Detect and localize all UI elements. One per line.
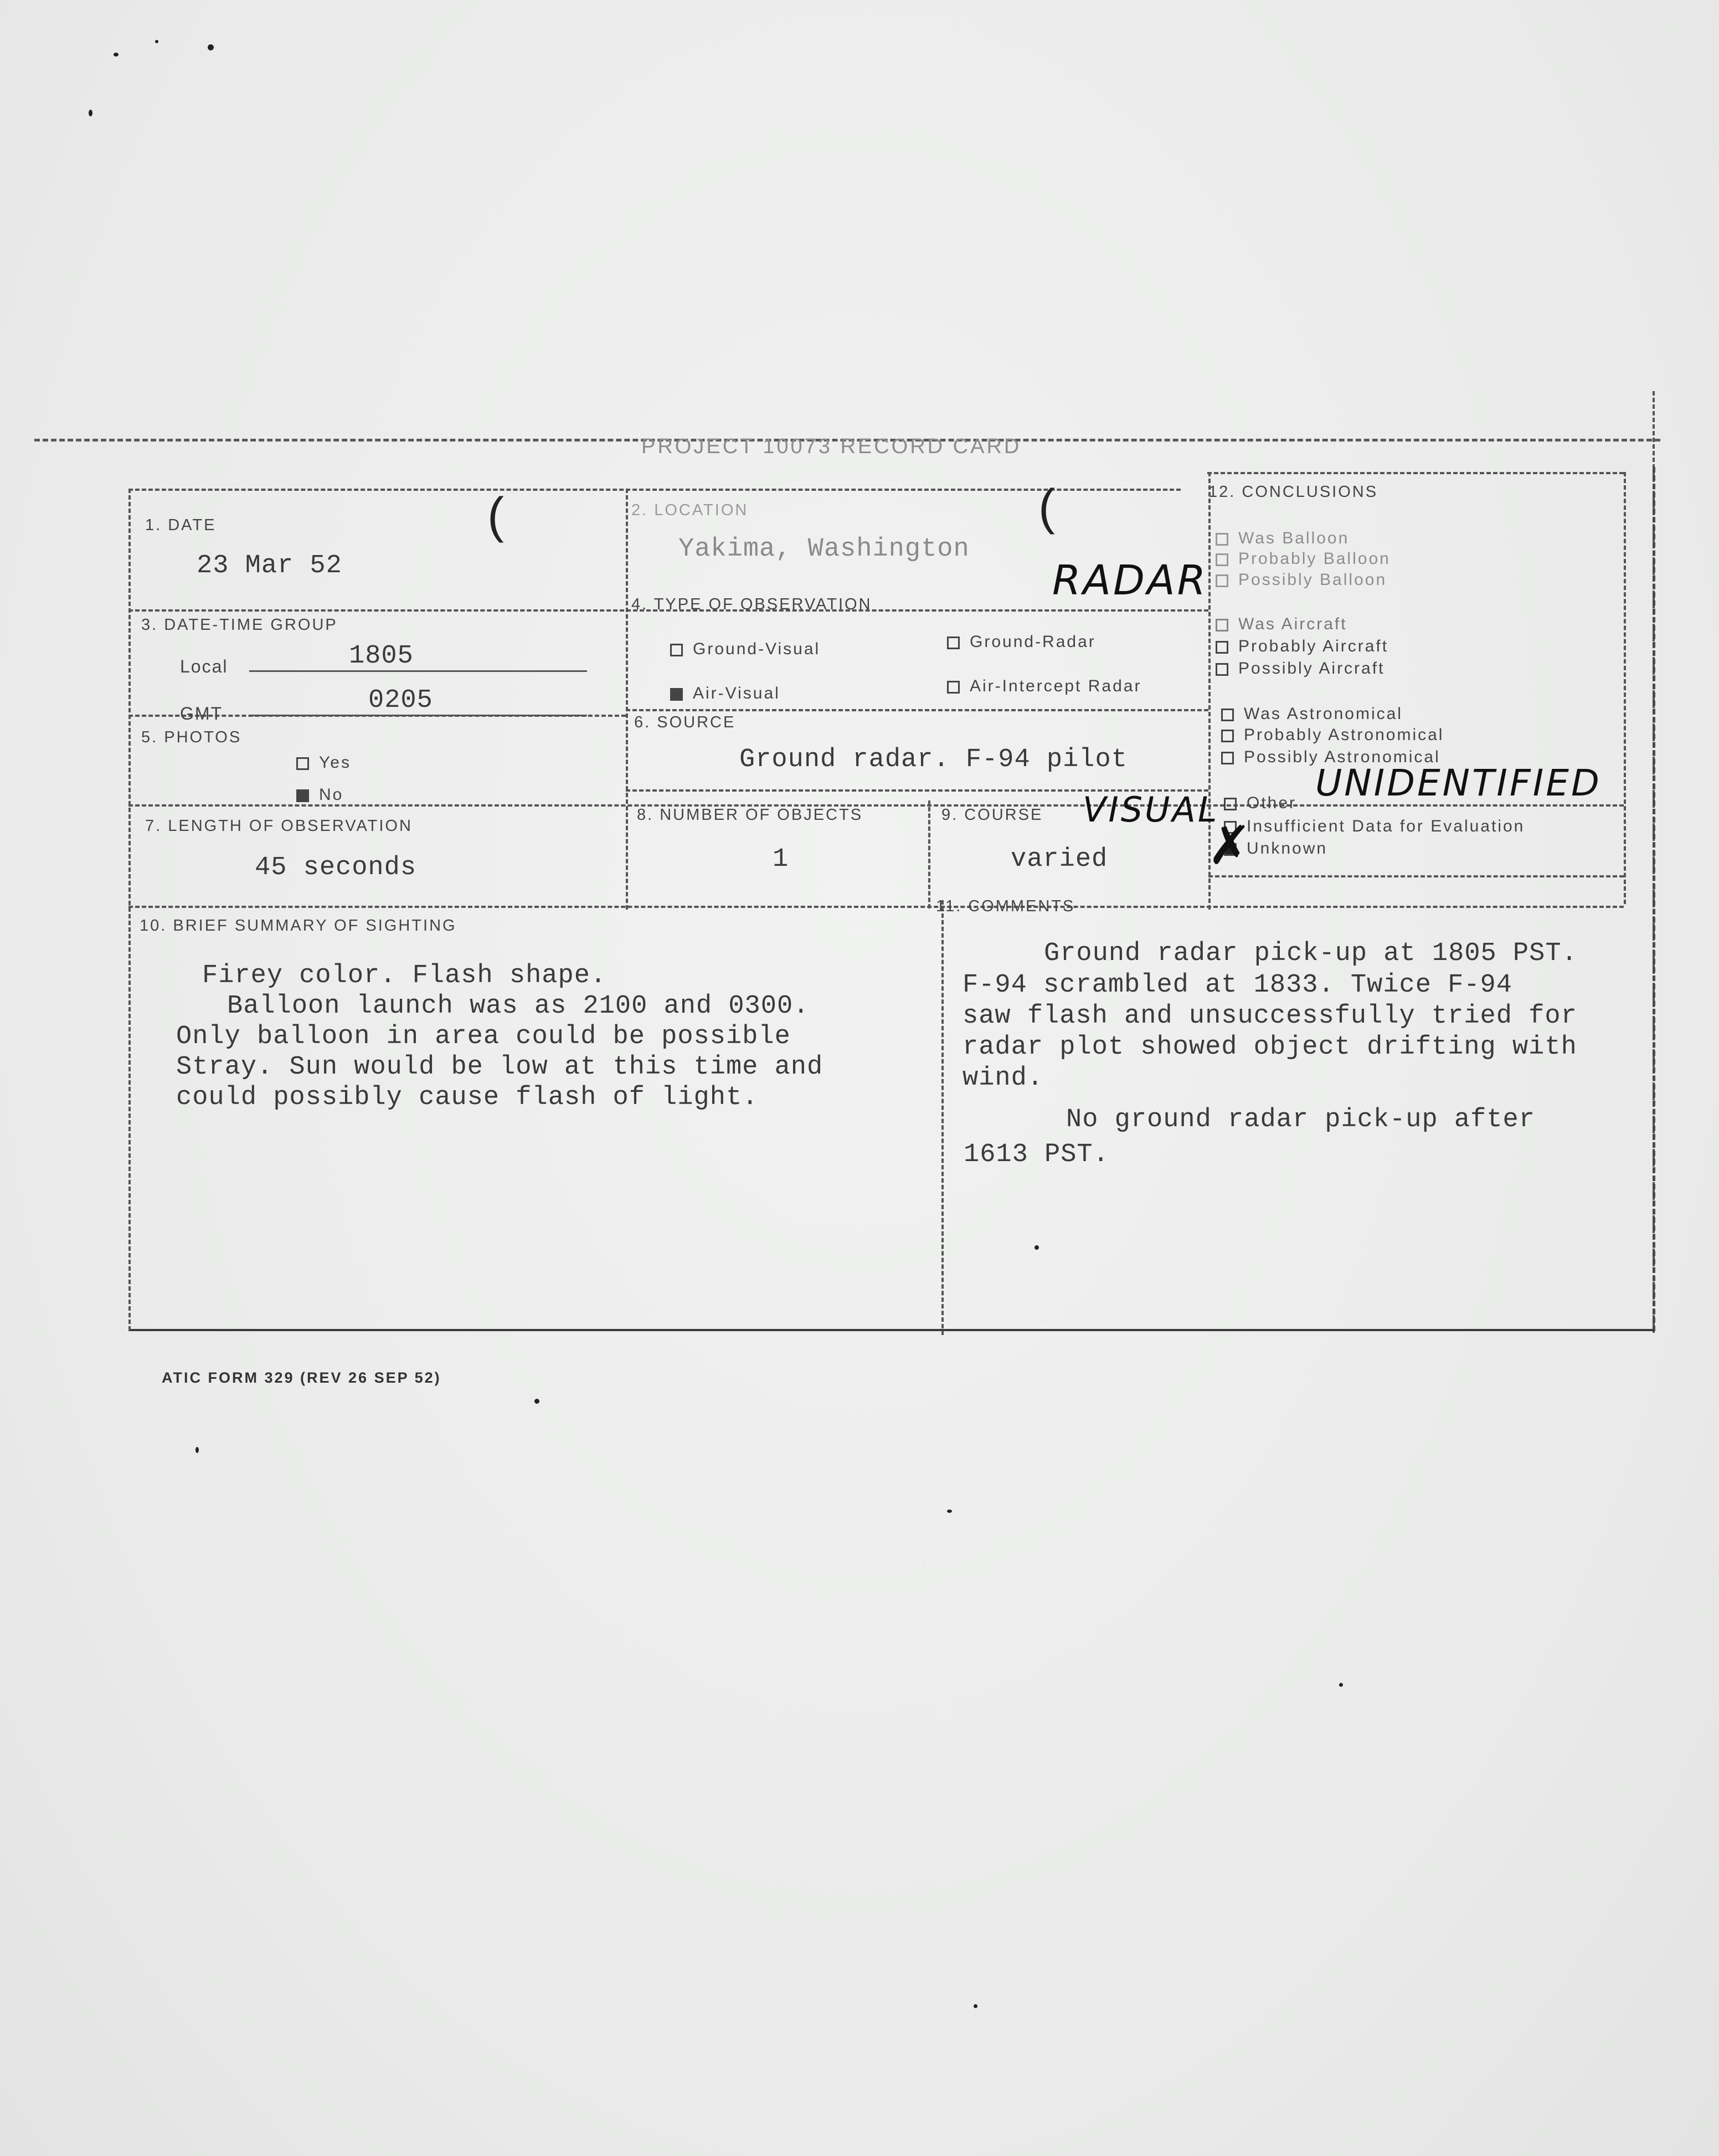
handwritten-radar-note: RADAR [1052, 557, 1208, 604]
grid-line [128, 489, 131, 1331]
checkbox [1224, 798, 1237, 810]
checkbox [1216, 553, 1228, 566]
option-label: Probably Aircraft [1238, 637, 1389, 655]
scan-speck [89, 110, 92, 116]
comments-label: 11. COMMENTS [936, 897, 1075, 915]
option-label: Probably Balloon [1238, 550, 1391, 568]
scan-speck [195, 1447, 199, 1453]
local-label: Local [180, 656, 228, 676]
checkbox [947, 681, 960, 694]
checkbox [1221, 730, 1234, 742]
scan-speck [155, 40, 158, 43]
course-value: varied [1011, 845, 1108, 874]
scan-speck [947, 1510, 952, 1513]
handwritten-visual-note: VISUAL [1083, 789, 1219, 830]
option-label: Yes [319, 753, 351, 772]
checkbox [670, 644, 683, 656]
conclusions-label: 12. CONCLUSIONS [1208, 483, 1378, 501]
conclusion-insufficient-data [1224, 817, 1525, 836]
grid-line [941, 900, 944, 1335]
option-label: Air-Intercept Radar [970, 677, 1142, 695]
comment-line: wind. [963, 1064, 1044, 1093]
checkbox [1221, 752, 1234, 764]
grid-line [1624, 472, 1626, 904]
summary-line: Only balloon in area could be possible [176, 1022, 791, 1051]
scan-speck [534, 1399, 539, 1404]
source-value: Ground radar. F-94 pilot [739, 745, 1128, 774]
number-of-objects-label: 8. NUMBER OF OBJECTS [637, 806, 863, 824]
summary-line: Stray. Sun would be low at this time and [176, 1053, 824, 1082]
option-air-intercept-radar [947, 677, 1141, 696]
grid-line [626, 489, 628, 910]
comment-line: 1613 PST. [964, 1140, 1109, 1169]
checkbox [1216, 574, 1228, 587]
option-label: Unknown [1247, 839, 1328, 858]
option-ground-radar [947, 633, 1096, 651]
length-value: 45 seconds [255, 853, 417, 882]
conclusion-was-balloon [1216, 529, 1349, 548]
option-label: Possibly Astronomical [1244, 748, 1440, 766]
conclusion-possibly-balloon [1216, 571, 1387, 589]
checkbox [296, 757, 309, 770]
option-label: Possibly Aircraft [1238, 659, 1385, 677]
grid-line [128, 906, 1624, 908]
brief-summary-label: 10. BRIEF SUMMARY OF SIGHTING [140, 917, 457, 935]
grid-line [128, 489, 1181, 491]
conclusion-other [1224, 794, 1296, 813]
date-time-group-label: 3. DATE-TIME GROUP [141, 616, 338, 634]
checkbox-checked [670, 688, 683, 701]
grid-line [1207, 472, 1624, 474]
gmt-time-value: 0205 [368, 686, 433, 715]
grid-line [1208, 875, 1624, 877]
location-value: Yakima, Washington [678, 535, 970, 564]
handwritten-unidentified-note: UNIDENTIFIED [1315, 762, 1602, 804]
checkbox-checked [296, 789, 309, 802]
type-of-observation-label: 4. TYPE OF OBSERVATION [631, 596, 872, 613]
comment-line: No ground radar pick-up after [1066, 1105, 1535, 1135]
record-card [128, 467, 1655, 1331]
conclusion-probably-aircraft [1216, 637, 1388, 656]
comment-line: radar plot showed object drifting with [963, 1033, 1577, 1062]
course-label: 9. COURSE [941, 806, 1043, 824]
option-label: Was Aircraft [1238, 615, 1347, 633]
summary-line: Balloon launch was as 2100 and 0300. [227, 992, 810, 1021]
option-label: Probably Astronomical [1244, 726, 1444, 744]
gmt-label: GMT [180, 704, 223, 723]
grid-line [626, 709, 1208, 711]
option-label: Insufficient Data for Evaluation [1247, 817, 1525, 835]
comment-line: F-94 scrambled at 1833. Twice F-94 [963, 971, 1512, 1000]
option-label: Was Balloon [1238, 529, 1350, 547]
local-time-value: 1805 [349, 641, 414, 671]
comment-line: saw flash and unsuccessfully tried for [963, 1002, 1577, 1031]
checkbox [1216, 533, 1228, 546]
checkbox [1216, 663, 1228, 676]
scan-speck [1339, 1683, 1343, 1687]
photos-no [296, 786, 343, 804]
summary-line: Firey color. Flash shape. [202, 961, 607, 990]
scan-speck [114, 53, 119, 57]
comment-line: Ground radar pick-up at 1805 PST. [1044, 939, 1578, 968]
option-label: Possibly Balloon [1238, 571, 1387, 589]
conclusion-probably-balloon [1216, 550, 1391, 568]
checkbox [947, 636, 960, 649]
grid-line [928, 800, 930, 908]
option-ground-visual [670, 640, 820, 659]
source-label: 6. SOURCE [634, 713, 736, 731]
conclusion-possibly-aircraft [1216, 659, 1385, 678]
checkbox [1216, 641, 1228, 654]
parenthesis-mark: ( [487, 488, 504, 543]
option-label: Was Astronomical [1244, 705, 1403, 723]
photos-label: 5. PHOTOS [141, 728, 242, 746]
option-label: No [319, 786, 344, 804]
grid-line [128, 804, 1624, 807]
length-label: 7. LENGTH OF OBSERVATION [145, 817, 413, 835]
handwritten-check-mark: ✗ [1207, 814, 1254, 876]
summary-line: could possibly cause flash of light. [176, 1083, 759, 1112]
photos-yes [296, 753, 351, 772]
location-label: 2. LOCATION [631, 501, 749, 519]
card-title: PROJECT 10073 RECORD CARD [641, 435, 1022, 458]
parenthesis-mark: ( [1038, 480, 1055, 535]
scan-speck [208, 44, 214, 50]
option-air-visual [670, 684, 780, 703]
date-label: 1. DATE [145, 516, 217, 534]
option-label: Ground-Visual [693, 640, 821, 658]
conclusion-probably-astronomical [1221, 726, 1444, 745]
option-label: Other [1247, 794, 1297, 812]
form-number: ATIC FORM 329 (REV 26 SEP 52) [162, 1369, 441, 1386]
local-underline [249, 670, 587, 672]
checkbox [1216, 619, 1228, 632]
option-label: Ground-Radar [970, 633, 1096, 651]
date-value: 23 Mar 52 [197, 551, 342, 581]
conclusion-was-astronomical [1221, 705, 1403, 723]
number-of-objects-value: 1 [773, 845, 789, 874]
scan-speck [974, 2004, 977, 2008]
checkbox [1221, 709, 1234, 721]
conclusion-was-aircraft [1216, 615, 1347, 634]
option-label: Air-Visual [693, 684, 780, 702]
